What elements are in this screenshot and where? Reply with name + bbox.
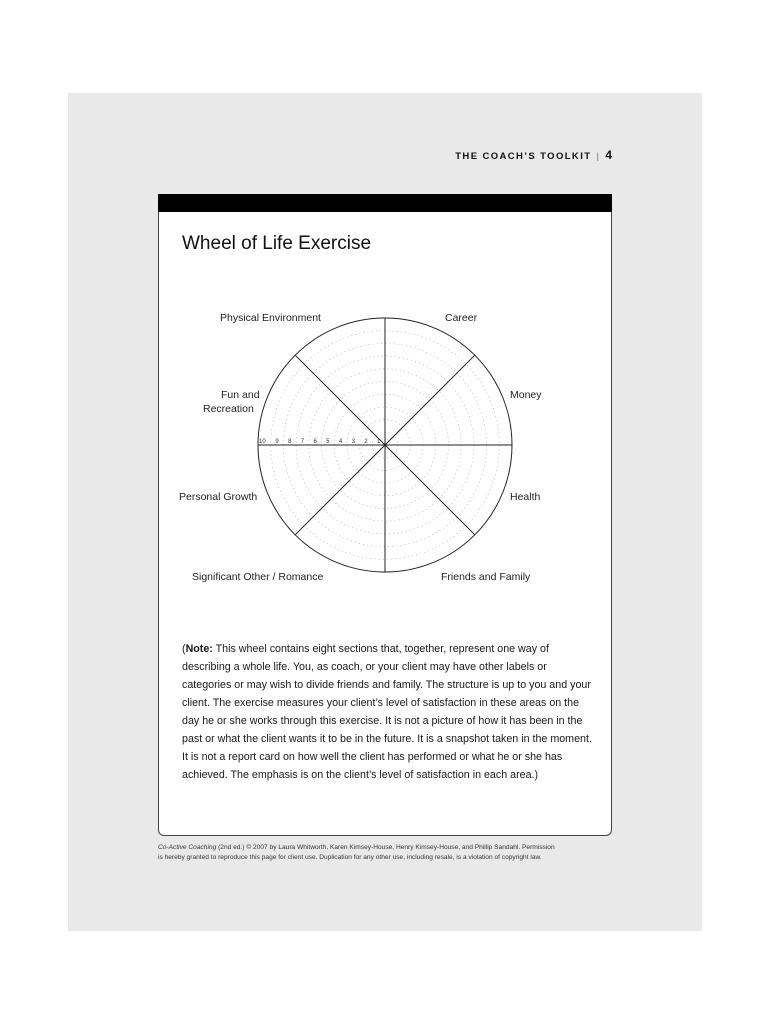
scale-number: 3: [351, 439, 355, 445]
running-head-title: THE COACH’S TOOLKIT: [455, 151, 592, 162]
scale-number: 10: [259, 439, 266, 445]
page-number: 4: [605, 148, 612, 162]
exercise-title: Wheel of Life Exercise: [182, 233, 372, 254]
scale-number: 8: [288, 439, 292, 445]
scale-number: 9: [275, 439, 279, 445]
scale-number: 6: [313, 439, 317, 445]
label-fun-recreation-line2: Recreation: [203, 403, 254, 415]
scale-number: 2: [364, 439, 368, 445]
footer-book-title: Co-Active Coaching: [158, 844, 217, 851]
scale-number: 7: [300, 439, 305, 445]
footer-line2: is hereby granted to reproduce this page for client use. Duplication for any other use, including resale, is a violation of copyright law.: [158, 854, 542, 861]
label-personal-growth: Personal Growth: [179, 491, 258, 503]
note-body: This wheel contains eight sections that, together, represent one way of describing a whole life. You, as coach, or your client may have other labels or categories or may wish to divide friends and family. The structure is up to you and your client. The exercise measures your client’s level of satisfaction in these areas on the day he or she works through this exercise. It is not a picture of how it has been in the past or what the client wants it to be in the future. It is a snapshot taken in the moment. It is not a report card on how well the client has performed or what he or she has achieved. The emphasis is on the client’s level of satisfaction in each area.): [182, 643, 592, 781]
note-open-paren: (: [182, 643, 186, 655]
label-friends-family: Friends and Family: [441, 571, 531, 583]
label-physical-environment: Physical Environment: [220, 312, 321, 324]
wheel-of-life: [159, 195, 611, 615]
book-page: [68, 93, 702, 931]
scale-number: 1: [376, 439, 381, 445]
copyright-footer: [158, 843, 618, 863]
exercise-box: [158, 194, 612, 836]
label-career: Career: [445, 312, 478, 324]
scale-number: 4: [338, 439, 343, 445]
scale-number: 5: [326, 439, 330, 445]
label-significant-other: Significant Other / Romance: [192, 571, 324, 583]
label-money: Money: [510, 389, 542, 401]
note-paragraph: [182, 640, 592, 784]
label-health: Health: [510, 491, 541, 503]
label-fun-recreation-line1: Fun and: [221, 389, 260, 401]
running-head-separator: |: [596, 151, 601, 162]
running-head: [455, 148, 612, 162]
footer-line1: (2nd ed.) © 2007 by Laura Whitworth, Karen Kimsey-House, Henry Kimsey-House, and Phillip Sandahl. Permission: [216, 844, 555, 851]
note-label: Note:: [185, 643, 213, 655]
